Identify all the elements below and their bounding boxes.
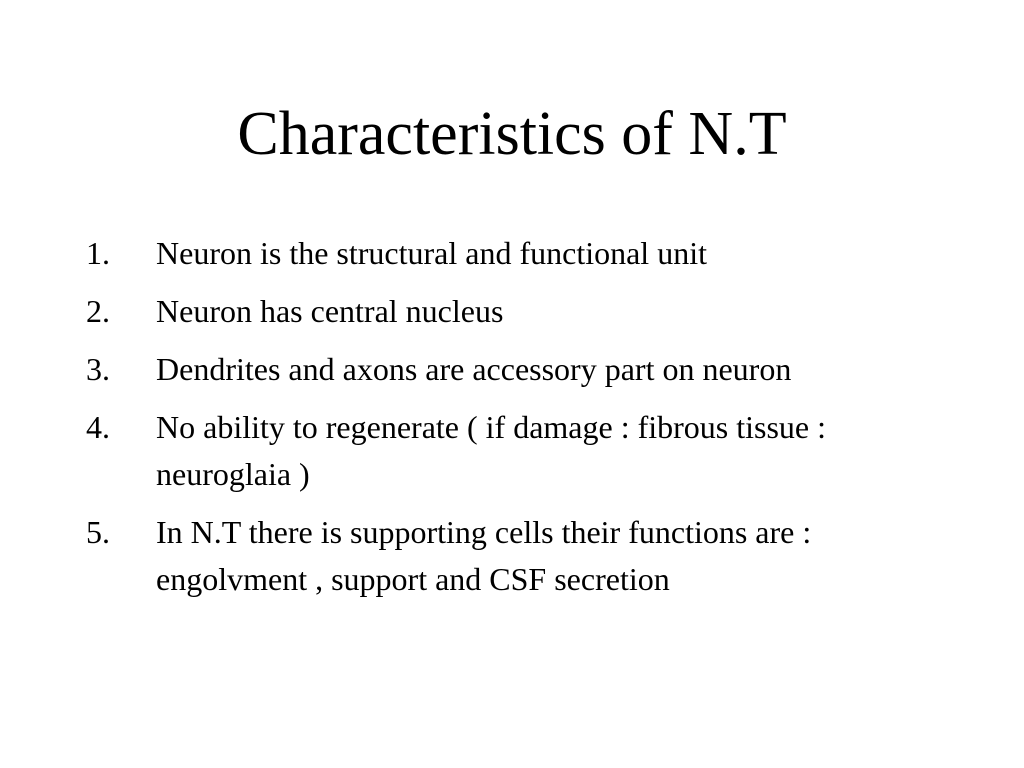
list-item-2 xyxy=(86,288,926,335)
list-item-number: 3. xyxy=(86,351,110,387)
list-item-number: 2. xyxy=(86,293,110,329)
list-item-1 xyxy=(86,230,926,277)
list-item-text: Dendrites and axons are accessory part on neuron xyxy=(156,351,792,387)
list-item-5 xyxy=(86,509,926,603)
list-item-number: 5. xyxy=(86,514,110,550)
bullet-list xyxy=(86,230,926,614)
list-item-4 xyxy=(86,404,926,498)
list-item-number: 1. xyxy=(86,235,110,271)
list-item-3 xyxy=(86,346,926,393)
slide-title: Characteristics of N.T xyxy=(237,100,787,168)
list-item-number: 4. xyxy=(86,409,110,445)
list-item-text: Neuron is the structural and functional unit xyxy=(156,235,707,271)
list-item-text: In N.T there is supporting cells their functions are : engolvment , support and CSF secretion xyxy=(156,514,812,597)
list-item-text: Neuron has central nucleus xyxy=(156,293,504,329)
list-item-text: No ability to regenerate ( if damage : fibrous tissue : neuroglaia ) xyxy=(156,409,827,492)
